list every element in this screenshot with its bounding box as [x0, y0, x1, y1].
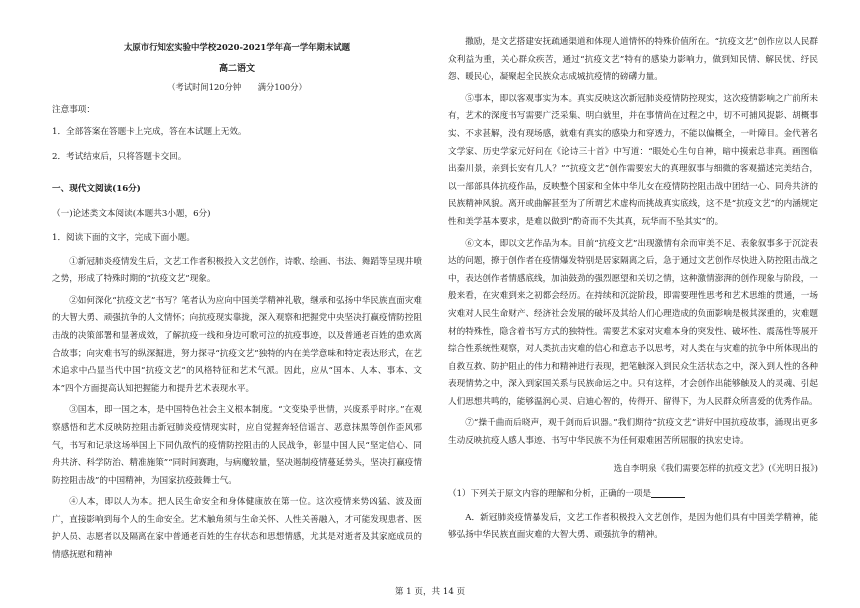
- question-1-text: （1）下列关于原文内容的理解和分析，正确的一项是: [448, 489, 652, 500]
- paragraph-1: ①新冠肺炎疫情发生后，文艺工作者积极投入文艺创作，诗歌、绘画、书法、舞蹈等呈现井喷之势，形成了特殊时期的“抗疫文艺”现象。: [52, 256, 422, 285]
- exam-title: 太原市行知宏实验中学校2020-2021学年高一学年期末试题: [124, 42, 350, 52]
- paragraph-2: ②如何深化“抗疫文艺”书写？笔者认为应向中国美学精神礼敬，继承和弘扬中华民族直面灾难的大智大勇、顽强抗争的人文情怀；向抗疫现实靠拢，深入观察和把握党中央坚决打赢疫情防控阻击战的决策部署和显著成效，了解抗疫一线和身边可歌可泣的抗疫事迹，以及普通老百姓的患欢离合故事；向灾难书写的纵深掘进，努力探寻“抗疫文艺”独特的内在美学意味和特定表达形式，在艺术追求中凸显当代中国“抗疫文艺”的风格特征和艺术气派。因此，应从“国本、人本、事本、文本”四个方面提高认知把握能力和提升艺术表现水平。: [52, 295, 422, 394]
- paragraph-4: ④人本，即以人为本。把人民生命安全和身体健康放在第一位。这次疫情来势凶猛、波及面广，直接影响到每个人的生命安全。艺术触角须与生命关怀、人性关善融入，才可能发现患者、医护人员、志愿者以及隔离在家中普通老百姓的生存状态和思想情感，尤其是对逝者及其家庭成员的情感抚慰和精神: [52, 497, 422, 561]
- exam-timing: （考试时间120分钟 满分100分）: [167, 82, 307, 92]
- paragraph-6: ⑥文本，即以文艺作品为本。目前“抗疫文艺”出现激情有余而审美不足、表象叙事多于沉淀表达的问题，撩于创作者在疫情爆发特别是居家隔离之后，急于通过文艺创作尽快进入防控阻击战之中，表达创作者情感底线，加油鼓劲的强烈愿望和关切之情，这种激情澎湃的创作现象与阶段，一般来看，在灾难到来之初都会经历。在持续和沉淀阶段，即需要理性思考和艺术思维的贯通，一场灾难对人民生命财产、经济社会发展的破坏及其给人们心理造成的负面影响是极其深重的，灾难题材的特殊性，隐含着书写方式的独特性。需要艺术家对灾难本身的突发性、破坏性、震荡性等展开综合性系统性观察，对人类抗击灾难的信心和意志予以思考，对人类在与灾难的抗争中所体现出的自救互救、防护阻止的伟力和精神进行表现，把笔触深入到民众生活状态之中，深入到人性的各种表现情势之中，深入到家国关系与民族命运之中。只有这样，才会创作出能够触及人的灵魂、引起人们思想共鸣的，能够温润心灵、启迪心智的，传得开、留得下，为人民群众所喜爱的优秀作品。: [448, 238, 818, 407]
- subsection-heading: （一)论述类文本阅读(本题共3小题，6分): [52, 209, 211, 220]
- paragraph-3: ③国本，即一国之本，是中国特色社会主义根本制度。“文变染乎世情，兴废系乎时序。”在观察感悟和艺术反映防控阻击新冠肺炎疫情现实时，应自觉握奔轻信谣言、恶意抹黑等创作歪风邪气，书写和记录这场举国上下同仇敌忾的疫情防控阻击的人民战争，彰显中国人民“坚定信心、同舟共济、科学防治、精准施策”“同时间赛跑，与病魔较量，坚决遏制疫情蔓延势头，坚决打赢疫情防控阻击战”的中国精神，为国家抗疫鼓舞士气。: [52, 405, 422, 486]
- paragraph-4-continued: 撒励，是文艺搭建安抚疏通渠道和体现人道情怀的特殊价值所在。“抗疫文艺”创作应以人民群众利益为重，关心群众疾苦，通过“抗疫文艺”特有的感染力影响力，做到知民情、解民忧、纾民怨、暖民心，凝聚起全民族众志成城抗疫情的磅礴力量。: [448, 37, 818, 83]
- question-1-stem: [448, 486, 818, 504]
- note-item-1: 1．全部答案在答题卡上完成，答在本试题上无效。: [52, 126, 247, 137]
- answer-blank: [651, 487, 685, 498]
- page-footer: 第 1 页，共 14 页: [394, 587, 466, 597]
- exam-subtitle: 高二语文: [218, 64, 255, 74]
- right-column: [448, 34, 818, 549]
- paragraph-5: ⑤事本，即以客观事实为本。真实反映这次新冠肺炎疫情防控现实，这次疫情影响之广前所未有，艺术的深度书写需要广泛采集、明白就里，并在事情尚在过程之中，切不可捕风捉影、胡概事实、不求甚解，没有现场感，就难有真实的感染力和穿透力，不能以偏概全，一叶障目。金代著名文学家、历史学家元好问在《论诗三十首》中写道：“眼处心生句自神，暗中摸索总非真。画图临出秦川景，亲到长安有几人？”“抗疫文艺”创作需要宏大的真理叙事与细微的客观描述完美结合，以一部部具体抗疫作品，反映整个国家和全体中华儿女在疫情防控阻击战中团结一心、同舟共济的民族精神风貌。离开或曲解甚至为了所谓艺术虚构而挑战真实底线，这不是“抗疫文艺”的内涵规定性和美学基本要求，是难以做到“酌奇而不失其真，玩华而不坠其实”的。: [448, 93, 818, 227]
- note-item-2: 2．考试结束后，只将答题卡交回。: [52, 152, 187, 163]
- article-source: 选自李明泉《我们需要怎样的抗疫文艺》(《光明日报》): [613, 463, 818, 474]
- reading-instruction: 1．阅读下面的文字，完成下面小题。: [52, 232, 195, 243]
- paragraph-7: ⑦“操千曲而后晓声，观千剑而后识器。”我们期待“抗疫文艺”讲好中国抗疫故事，涌现出更多生动反映抗疫人感人事迹、书写中华民族不为任何艰难困苦所屈服的执宏史诗。: [448, 418, 818, 447]
- section-heading: 一、现代文阅读(16分): [52, 183, 141, 194]
- question-1-option-a: A．新冠肺炎疫情暴发后，文艺工作者积极投入文艺创作，是因为他们具有中国美学精神，能够弘扬中华民族直面灾难的大智大勇、顽强抗争的精神。: [448, 512, 818, 541]
- left-column: [52, 34, 422, 569]
- notes-heading: 注意事项：: [52, 105, 95, 115]
